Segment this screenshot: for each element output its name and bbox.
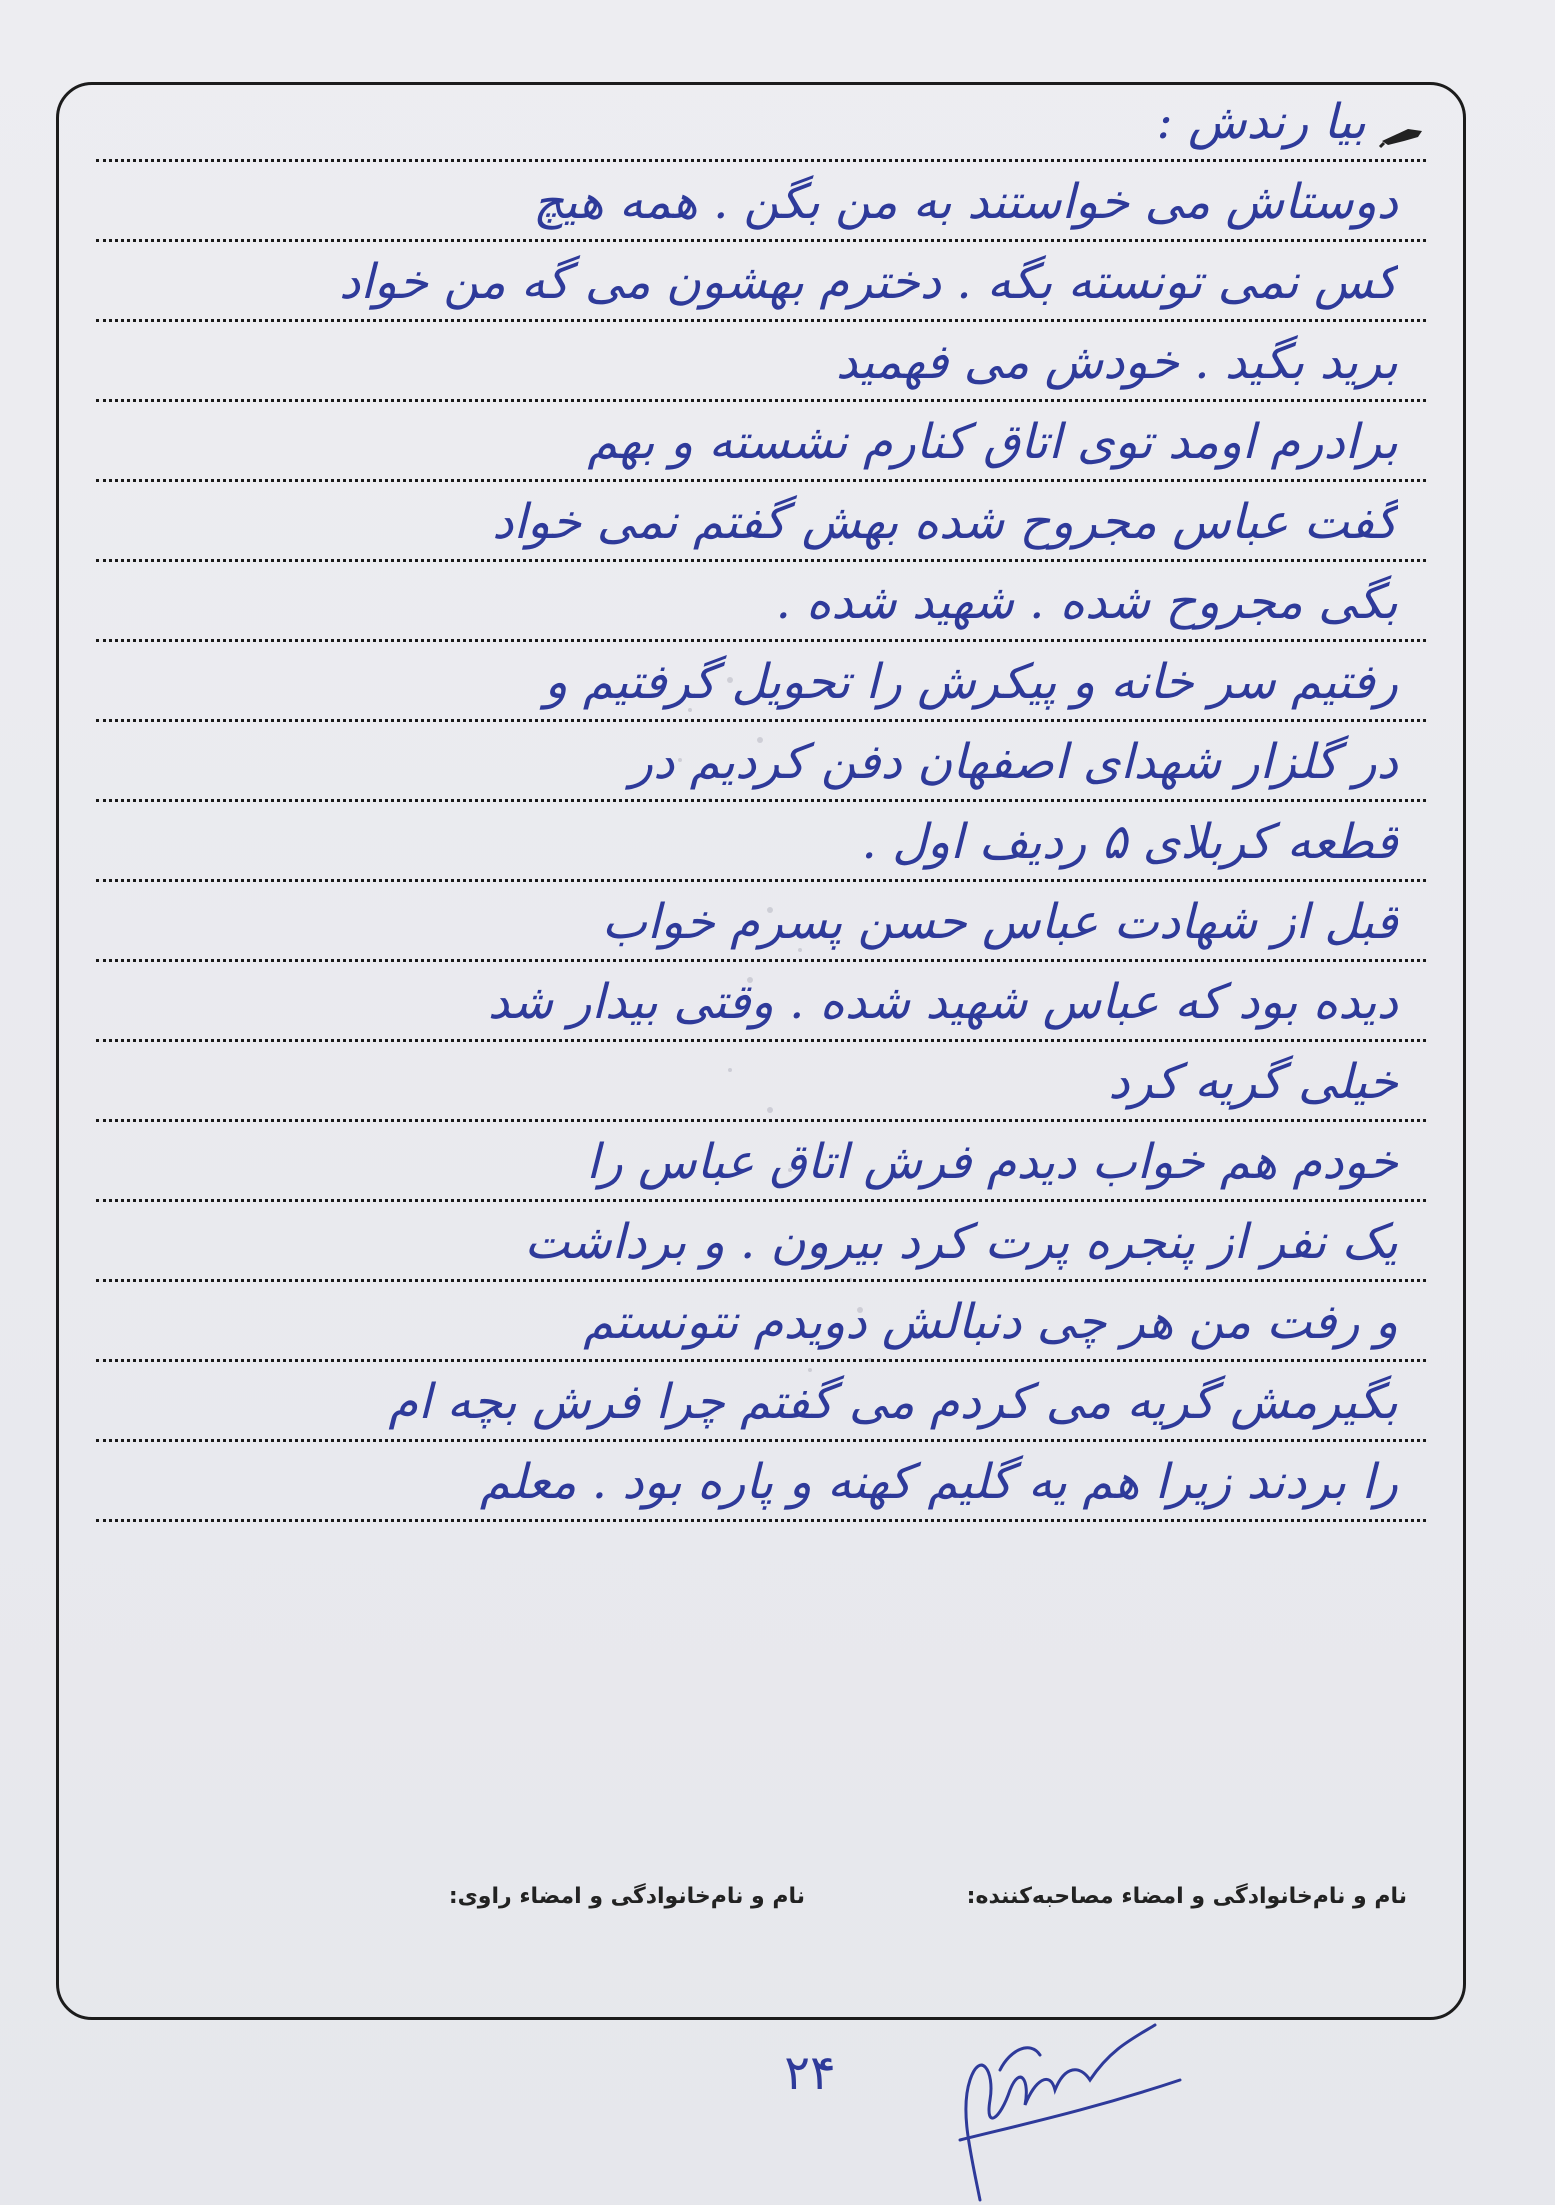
ruled-line bbox=[96, 1042, 1426, 1122]
handwritten-line: را بردند زیرا هم یه گلیم کهنه و پاره بود . معلم bbox=[479, 1454, 1398, 1510]
ruled-line bbox=[96, 722, 1426, 802]
ruled-line bbox=[96, 962, 1426, 1042]
ruled-line bbox=[96, 322, 1426, 402]
handwritten-line: خیلی گریه کرد bbox=[1108, 1054, 1398, 1110]
handwritten-line: بگی مجروح شده . شهید شده . bbox=[775, 574, 1398, 630]
handwritten-line: یک نفر از پنجره پرت کرد بیرون . و برداشت bbox=[524, 1214, 1398, 1270]
handwritten-signature bbox=[940, 2010, 1200, 2205]
interviewer-signature-label: نام و نام‌خانوادگی و امضاء مصاحبه‌کننده: bbox=[966, 1884, 1407, 1909]
handwritten-line: برادرم اومد توی اتاق کنارم نشسته و بهم bbox=[587, 414, 1398, 470]
handwritten-line: رفتیم سر خانه و پیکرش را تحویل گرفتیم و bbox=[544, 654, 1398, 710]
handwritten-line: خودم هم خواب دیدم فرش اتاق عباس را bbox=[586, 1134, 1398, 1190]
ruled-line bbox=[96, 562, 1426, 642]
handwritten-line: بگیرمش گریه می کردم می گفتم چرا فرش بچه ام bbox=[388, 1374, 1398, 1430]
ruled-line bbox=[96, 802, 1426, 882]
ruled-line bbox=[96, 1362, 1426, 1442]
handwritten-line: گفت عباس مجروح شده بهش گفتم نمی خواد bbox=[492, 494, 1398, 550]
ruled-line bbox=[96, 1122, 1426, 1202]
ruled-line bbox=[96, 882, 1426, 962]
handwritten-line: کس نمی تونسته بگه . دخترم بهشون می گه من خواد bbox=[339, 254, 1398, 310]
heading-text: بیا رندش : bbox=[1156, 94, 1366, 150]
handwritten-line: و رفت من هر چی دنبالش دویدم نتونستم bbox=[583, 1294, 1398, 1350]
handwritten-line: قبل از شهادت عباس حسن پسرم خواب bbox=[601, 894, 1398, 950]
handwritten-line: دوستاش می خواستند به من بگن . همه هیچ bbox=[532, 174, 1398, 230]
ruled-line bbox=[96, 242, 1426, 322]
ruled-line bbox=[96, 1442, 1426, 1522]
handwritten-line: در گلزار شهدای اصفهان دفن کردیم در bbox=[629, 734, 1398, 790]
narrator-signature-label: نام و نام‌خانوادگی و امضاء راوی: bbox=[448, 1884, 805, 1909]
handwritten-area bbox=[56, 82, 1466, 2020]
page-number: ۲۴ bbox=[784, 2045, 836, 2101]
ruled-line bbox=[96, 642, 1426, 722]
handwritten-line: دیده بود که عباس شهید شده . وقتی بیدار شد bbox=[487, 974, 1398, 1030]
ruled-line bbox=[96, 1202, 1426, 1282]
ruled-line bbox=[96, 1282, 1426, 1362]
ruled-line bbox=[96, 162, 1426, 242]
ruled-line bbox=[96, 82, 1426, 162]
handwritten-line: قطعه کربلای ۵ ردیف اول . bbox=[861, 814, 1398, 870]
writing-hand-icon bbox=[1378, 119, 1426, 149]
ruled-line bbox=[96, 402, 1426, 482]
ruled-line bbox=[96, 482, 1426, 562]
handwritten-line: برید بگید . خودش می فهمید bbox=[835, 334, 1398, 390]
